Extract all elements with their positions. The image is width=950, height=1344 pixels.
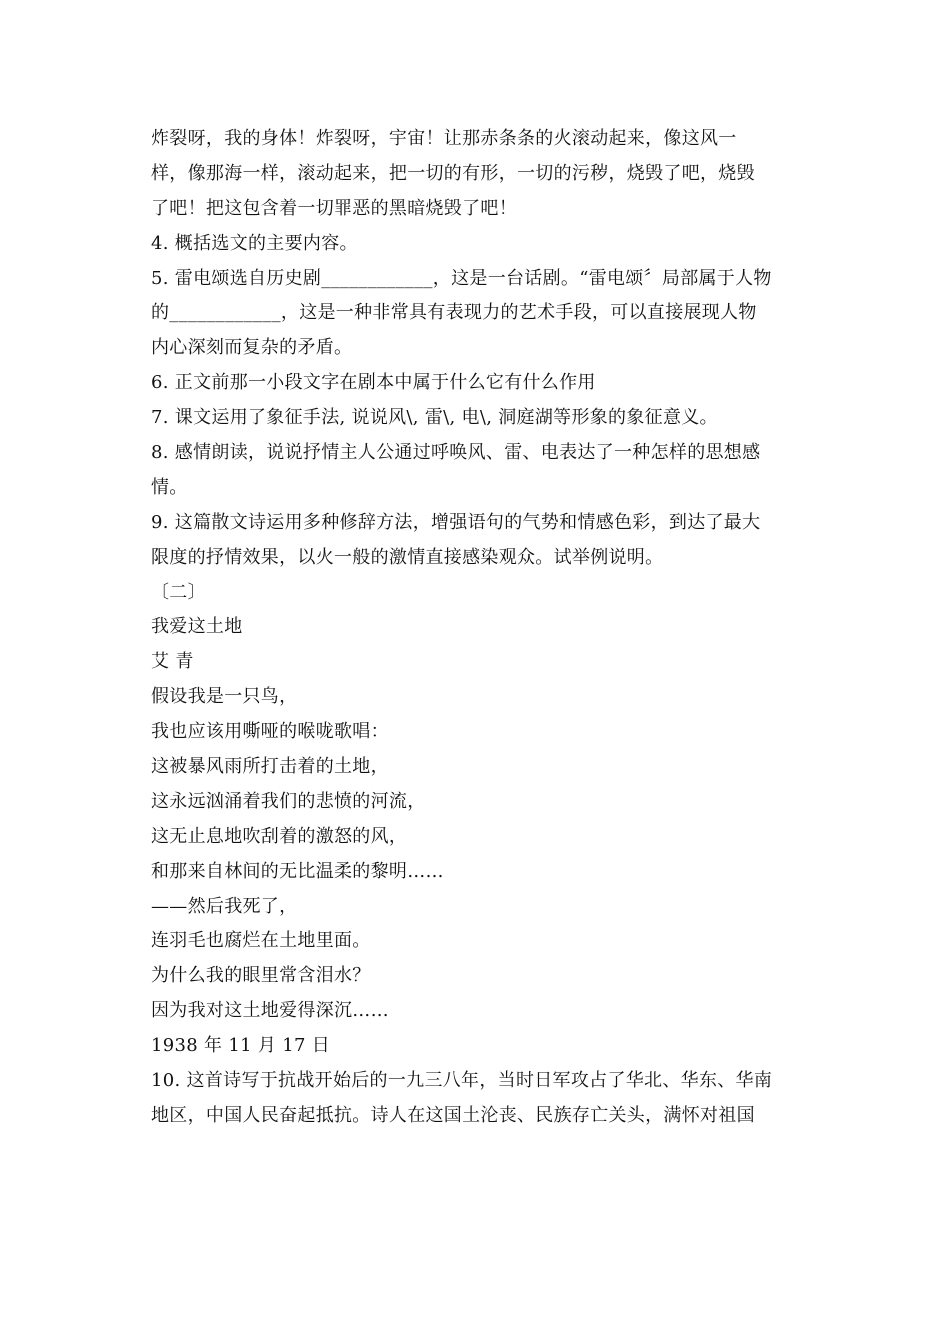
- question-8: 8. 感情朗读，说说抒情主人公通过呼唤风、雷、电表达了一种怎样的思想感: [151, 442, 761, 464]
- poem-author: 艾 青: [151, 651, 194, 673]
- poem-line: 和那来自林间的无比温柔的黎明……: [151, 860, 444, 882]
- text-line: 的____________，这是一种非常具有表现力的艺术手段，可以直接展现人物: [151, 302, 757, 324]
- poem-line: 这永远汹涌着我们的悲愤的河流，: [151, 790, 426, 812]
- text-line: 了吧！把这包含着一切罪恶的黑暗烧毁了吧！: [151, 197, 517, 219]
- poem-line: 因为我对这土地爱得深沉……: [151, 1000, 389, 1022]
- poem-title: 我爱这土地: [151, 616, 243, 638]
- poem-line: 为什么我的眼里常含泪水？: [151, 965, 371, 987]
- poem-line: 我也应该用嘶哑的喉咙歌唱：: [151, 721, 389, 743]
- question-7: 7. 课文运用了象征手法, 说说风\, 雷\, 电\, 洞庭湖等形象的象征意义。: [151, 407, 718, 429]
- text-line: 地区，中国人民奋起抵抗。诗人在这国土沦丧、民族存亡关头，满怀对祖国: [151, 1104, 755, 1126]
- poem-line: 假设我是一只鸟，: [151, 686, 298, 708]
- poem-line: ——然后我死了，: [151, 895, 298, 917]
- question-5: 5. 雷电颂选自历史剧____________，这是一台话剧。“雷电颂〞局部属于人物: [151, 267, 772, 289]
- document-body: [151, 122, 801, 1134]
- poem-line: 连羽毛也腐烂在土地里面。: [151, 930, 371, 952]
- text-line: 炸裂呀，我的身体！炸裂呀，宇宙！让那赤条条的火滚动起来，像这风一: [151, 128, 737, 149]
- text-line: 样，像那海一样，滚动起来，把一切的有形，一切的污秽，烧毁了吧，烧毁: [151, 162, 755, 184]
- question-9: 9. 这篇散文诗运用多种修辞方法，增强语句的气势和情感色彩，到达了最大: [151, 511, 761, 533]
- text-line: 内心深刻而复杂的矛盾。: [151, 337, 353, 359]
- question-10: 10. 这首诗写于抗战开始后的一九三八年，当时日军攻占了华北、华东、华南: [151, 1070, 773, 1092]
- text-line: 限度的抒情效果，以火一般的激情直接感染观众。试举例说明。: [151, 546, 664, 568]
- question-4: 4. 概括选文的主要内容。: [151, 232, 358, 254]
- poem-line: 这无止息地吹刮着的激怒的风，: [151, 825, 408, 847]
- poem-date: 1938 年 11 月 17 日: [151, 1035, 331, 1057]
- text-line: 情。: [151, 476, 188, 498]
- section-heading: 〔二〕: [151, 581, 206, 603]
- question-6: 6. 正文前那一小段文字在剧本中属于什么它有什么作用: [151, 372, 596, 394]
- poem-line: 这被暴风雨所打击着的土地，: [151, 756, 389, 778]
